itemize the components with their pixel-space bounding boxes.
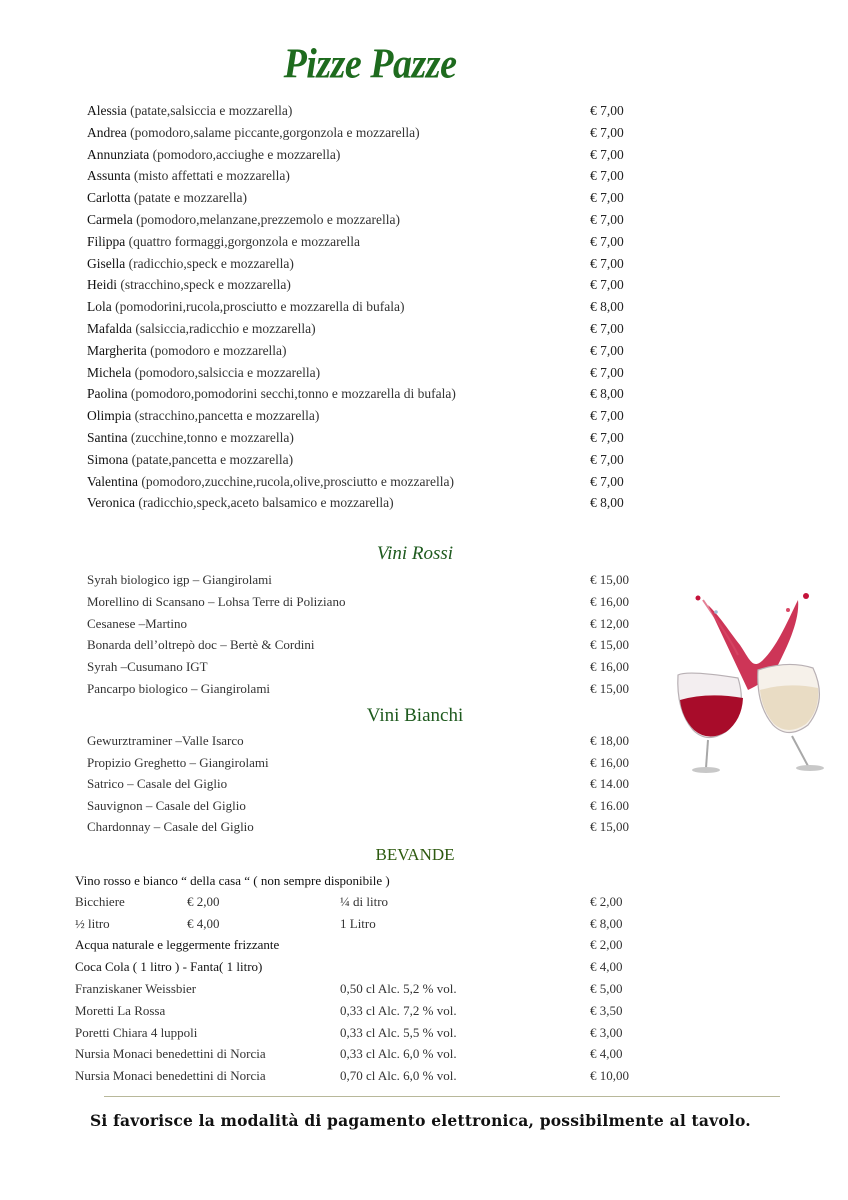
- pizza-name: Santina: [87, 430, 128, 445]
- pizza-ingredients: (pomodoro,salame piccante,gorgonzola e mozzarella): [126, 124, 420, 140]
- pizza-ingredients: (patate e mozzarella): [130, 190, 248, 206]
- vino-bianco-price: € 16,00: [590, 754, 629, 770]
- pizza-item: [87, 255, 294, 273]
- bevande-heading: BEVANDE: [375, 845, 455, 864]
- pizza-price: € 7,00: [590, 168, 624, 184]
- birra-price: € 3,00: [590, 1024, 623, 1040]
- pizza-item: [87, 342, 287, 360]
- pizza-ingredients: (stracchino,speck e mozzarella): [117, 277, 291, 293]
- vino-casa-size: Bicchiere: [75, 894, 125, 909]
- pizza-item: [87, 276, 291, 294]
- birra-name: Poretti Chiara 4 luppoli: [75, 1024, 198, 1040]
- birra-spec: 0,33 cl Alc. 6,0 % vol.: [340, 1046, 457, 1062]
- birra-price: € 5,00: [590, 981, 623, 996]
- vino-bianco-price: € 18,00: [590, 733, 629, 748]
- vino-casa-size-price: € 4,00: [187, 916, 220, 931]
- pizza-name: Carlotta: [87, 190, 131, 206]
- pizza-ingredients: (stracchino,pancetta e mozzarella): [131, 408, 320, 424]
- vino-bianco-name: Satrico – Casale del Giglio: [87, 776, 228, 792]
- pizza-price: € 7,00: [590, 103, 624, 118]
- pizza-ingredients: (patate,salsiccia e mozzarella): [126, 103, 293, 118]
- pizza-ingredients: (pomodoro,melanzane,prezzemolo e mozzarella): [132, 212, 400, 227]
- birra-price: € 10,00: [590, 1068, 629, 1084]
- pizza-price: € 7,00: [590, 146, 624, 162]
- page-title: Pizze Pazze: [283, 40, 457, 88]
- pizza-ingredients: (zucchine,tonno e mozzarella): [127, 430, 294, 445]
- pizza-name: Heidi: [87, 277, 117, 293]
- vino-bianco-name: Sauvignon – Casale del Giglio: [87, 797, 246, 813]
- pizza-item: [87, 146, 340, 164]
- vino-bianco-price: € 16.00: [590, 797, 629, 813]
- pizza-item: [87, 102, 292, 120]
- vino-casa-heading: Vino rosso e bianco “ della casa “ ( non sempre disponibile ): [75, 873, 390, 888]
- pizza-ingredients: (pomodoro,salsiccia e mozzarella): [131, 364, 321, 380]
- pizza-price: € 7,00: [590, 342, 624, 358]
- pizza-item: [87, 189, 247, 207]
- pizza-item: [87, 429, 294, 447]
- vino-rosso-name: Morellino di Scansano – Lohsa Terre di Poliziano: [87, 593, 346, 609]
- vino-rosso-price: € 16,00: [590, 659, 629, 675]
- pizza-item: [87, 298, 405, 316]
- pizza-price: € 7,00: [590, 321, 624, 336]
- vino-rosso-price: € 15,00: [590, 637, 629, 653]
- birra-spec: 0,33 cl Alc. 7,2 % vol.: [340, 1002, 457, 1018]
- pizza-price: € 7,00: [590, 190, 624, 206]
- pizza-ingredients: (radicchio,speck e mozzarella): [125, 255, 294, 271]
- pizza-price: € 7,00: [590, 277, 624, 293]
- pizza-name: Valentina: [87, 473, 138, 489]
- pizza-price: € 7,00: [590, 408, 624, 424]
- birra-price: € 3,50: [590, 1002, 623, 1018]
- pizza-name: Margherita: [87, 342, 147, 358]
- pizza-ingredients: (pomodoro,zucchine,rucola,olive,prosciutto e mozzarella): [137, 473, 454, 489]
- acqua-label: Acqua naturale e leggermente frizzante: [75, 937, 280, 952]
- pizza-name: Alessia: [87, 103, 127, 118]
- pizza-price: € 8,00: [590, 495, 624, 511]
- pizza-item: [87, 364, 320, 382]
- pizza-name: Carmela: [87, 212, 133, 227]
- pizza-name: Veronica: [87, 495, 135, 511]
- pizza-name: Paolina: [87, 386, 128, 402]
- vino-bianco-price: € 14.00: [590, 776, 629, 792]
- vino-bianco-price: € 15,00: [590, 819, 629, 835]
- vini-bianchi-heading: Vini Bianchi: [366, 705, 464, 726]
- pizza-name: Andrea: [87, 124, 127, 140]
- pizza-name: Gisella: [87, 255, 126, 271]
- vino-rosso-price: € 15,00: [590, 681, 629, 696]
- pizza-price: € 7,00: [590, 364, 624, 380]
- pizza-ingredients: (quattro formaggi,gorgonzola e mozzarella: [125, 233, 361, 249]
- vino-casa-size-price: € 8,00: [590, 916, 623, 931]
- pizza-price: € 7,00: [590, 451, 624, 467]
- vino-bianco-name: Chardonnay – Casale del Giglio: [87, 819, 254, 835]
- pizza-name: Filippa: [87, 233, 126, 249]
- birra-name: Nursia Monaci benedettini di Norcia: [75, 1068, 266, 1084]
- acqua-price: € 2,00: [590, 937, 623, 952]
- pizza-name: Annunziata: [87, 146, 150, 162]
- pizza-ingredients: (pomodoro,pomodorini secchi,tonno e mozzarella di bufala): [127, 386, 456, 402]
- pizza-item: [87, 233, 360, 251]
- pizza-price: € 8,00: [590, 386, 624, 402]
- pizza-price: € 7,00: [590, 124, 624, 140]
- pizza-ingredients: (pomodoro e mozzarella): [146, 342, 287, 358]
- pizza-item: [87, 211, 400, 229]
- vino-rosso-name: Pancarpo biologico – Giangirolami: [87, 681, 271, 696]
- pizza-price: € 7,00: [590, 430, 624, 445]
- pizza-item: [87, 320, 316, 338]
- pizza-name: Assunta: [87, 168, 131, 184]
- pizza-item: [87, 473, 454, 491]
- coca-fanta-label: Coca Cola ( 1 litro ) - Fanta( 1 litro): [75, 959, 263, 974]
- vino-casa-size-price: € 2,00: [590, 894, 623, 909]
- pizza-item: [87, 451, 293, 469]
- pizza-item: [87, 167, 290, 185]
- vino-rosso-name: Syrah biologico igp – Giangirolami: [87, 572, 272, 587]
- pizza-item: [87, 385, 456, 403]
- footer-note: Si favorisce la modalità di pagamento elettronica, possibilmente al tavolo.: [90, 1111, 751, 1130]
- pizza-ingredients: (pomodoro,acciughe e mozzarella): [149, 146, 341, 162]
- pizza-item: [87, 494, 394, 512]
- pizza-price: € 7,00: [590, 233, 624, 249]
- pizza-ingredients: (patate,pancetta e mozzarella): [128, 451, 294, 467]
- vino-rosso-name: Cesanese –Martino: [87, 615, 188, 631]
- vino-rosso-price: € 12,00: [590, 615, 629, 631]
- birra-spec: 0,33 cl Alc. 5,5 % vol.: [340, 1024, 457, 1040]
- birra-name: Nursia Monaci benedettini di Norcia: [75, 1046, 266, 1062]
- vino-casa-size: ½ litro: [75, 916, 110, 931]
- vino-casa-size: 1 Litro: [340, 916, 376, 931]
- birra-spec: 0,70 cl Alc. 6,0 % vol.: [340, 1068, 457, 1084]
- pizza-ingredients: (radicchio,speck,aceto balsamico e mozzarella): [134, 495, 394, 511]
- pizza-name: Olimpia: [87, 408, 132, 424]
- birra-name: Franziskaner Weissbier: [75, 981, 197, 996]
- vino-casa-size: ¼ di litro: [340, 894, 389, 909]
- vino-rosso-price: € 16,00: [590, 593, 629, 609]
- pizza-item: [87, 124, 420, 142]
- coca-fanta-price: € 4,00: [590, 959, 623, 974]
- vini-rossi-heading: Vini Rossi: [376, 543, 454, 564]
- wine-glasses-splash-image: [668, 590, 838, 775]
- pizza-item: [87, 407, 319, 425]
- pizza-ingredients: a (salsiccia,radicchio e mozzarella): [125, 321, 316, 336]
- pizza-ingredients: (misto affettati e mozzarella): [130, 168, 290, 184]
- birra-name: Moretti La Rossa: [75, 1002, 166, 1018]
- pizza-name: Michela: [87, 364, 132, 380]
- pizza-price: € 7,00: [590, 212, 624, 227]
- birra-price: € 4,00: [590, 1046, 623, 1062]
- vino-casa-size-price: € 2,00: [187, 894, 220, 909]
- pizza-name: Lola: [87, 299, 112, 315]
- vino-rosso-name: Syrah –Cusumano IGT: [87, 659, 208, 675]
- pizza-price: € 7,00: [590, 255, 624, 271]
- vino-rosso-price: € 15,00: [590, 572, 629, 587]
- pizza-ingredients: (pomodorini,rucola,prosciutto e mozzarella di bufala): [111, 299, 405, 315]
- pizza-name: Simona: [87, 451, 129, 467]
- divider: [104, 1096, 780, 1097]
- pizza-price: € 8,00: [590, 299, 624, 315]
- vino-rosso-name: Bonarda dell’oltrepò doc – Bertè & Cordini: [87, 637, 315, 653]
- birra-spec: 0,50 cl Alc. 5,2 % vol.: [340, 981, 457, 996]
- vino-bianco-name: Propizio Greghetto – Giangirolami: [87, 754, 269, 770]
- pizza-price: € 7,00: [590, 473, 624, 489]
- vino-bianco-name: Gewurztraminer –Valle Isarco: [87, 733, 244, 748]
- pizza-name: Mafald: [87, 321, 126, 336]
